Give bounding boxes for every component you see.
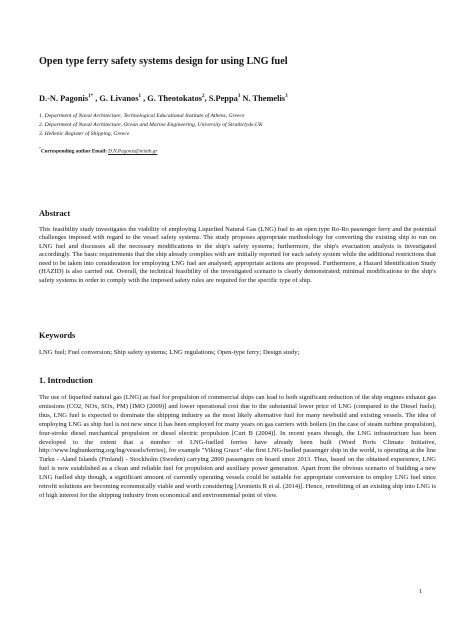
author-name: G. Theotokatos <box>147 94 203 103</box>
introduction-text: The use of liquefied natural gas (LNG) as fuel for propulsion of commercial ships can lead to both significant reduction of the ship engines exhaust gas emissions (CO2, NOx, SOx, PM) [IMO (2009)] and lower operational cost due to the substantial lower price of LNG (compared to the Diesel fuels); thus, LNG fuel is expected to dominate the shipping industry as the most likely alternative fuel for many newbuild and existing vessels. The idea of employing LNG as ship fuel is not new since it has been employed for many years on gas carriers with boilers (in the case of steam turbine propulsion), four-stroke diesel mechanical propulsion or diesel electric propulsion [Curt B (2004)]. In recent years though, the LNG infrastructure has been developed to the extent that a number of LNG-fuelled ferries have already been built (Word Ports Climate Initiative, http://www.lngbunkering.org/lng/vessels/ferries), for example "Viking Grace" -the first LNG-fuelled passenger ship in the world, is operating at the line Turku - Aland Islands (Finland) - Stockholm (Sweden) carrying 2800 passengers on board since 2013. Thus, based on the obtained experience, LNG fuel is now established as a clean and reliable fuel for propulsion and auxiliary power generation. Apart from the obvious scenario of building a new LNG fuelled ship though, a significant amount of currently operating vessels could be suitable for appropriate conversion to employ LNG fuel since retrofit solutions are becoming economically viable and worth considering [Aronietis R et al. (2014)]. Hence, retrofitting of an existing ship into LNG is of high interest for the shipping industry from economical and environmental point of view. <box>39 394 436 499</box>
introduction-heading: 1. Introduction <box>39 376 93 385</box>
page-number: 1 <box>419 588 423 595</box>
author-affiliation-mark: 2 <box>202 94 205 100</box>
abstract-text: This feasibility study investigates the viability of employing Liquefied Natural Gas (LNG) fuel to an open type Ro-Ro passenger ferry and the potential challenges imposed with regard to the vessel safety systems. The study proposes appropriate methodology for converting the existing ship to run on LNG fuel and discusses all the necessary modifications to the ship's safety systems; furthermore, the ship's evacuation analysis is investigated accordingly. The basic requirements that the ship already complies with are initially reported for each safety system while the additional restrictions that need to be taken into consideration for employing LNG fuel are analysed; appropriate actions are proposed. Furthermore, a Hazard Identification Study (HAZID) is also carried out. Overall, the technical feasibility of the investigated scenario is clearly demonstrated; minimal modifications to the ship's safety systems in order to comply with the imposed safety rules are required for the specific type of ship. <box>39 226 436 284</box>
author-affiliation-mark: 3 <box>237 94 241 100</box>
corresponding-label: Corresponding author Email: <box>41 148 107 155</box>
author-name: D.-N. Pagonis <box>39 94 89 103</box>
author-affiliation-mark: 1 <box>138 94 141 100</box>
corresponding-author: *Corresponding author Email: D.N.Pagonis@teiath.gr <box>39 146 158 155</box>
affiliation-3: 3. Hellenic Register of Shipping, Greece <box>39 131 130 137</box>
author-name: G. Livanos <box>99 94 139 103</box>
affiliation-2: 2. Department of Naval Architecture, Ocean and Marine Engineering, University of Strathclyde,UK <box>39 122 263 128</box>
author-separator: , <box>140 94 148 103</box>
author-affiliation-mark: 1* <box>88 94 94 100</box>
abstract-heading: Abstract <box>39 209 71 218</box>
author-name: S.Peppa <box>208 94 238 103</box>
author-affiliation-mark: 3 <box>285 94 288 100</box>
author-name: N. Themelis <box>242 94 286 103</box>
paper-title: Open type ferry safety systems design for using LNG fuel <box>39 56 288 67</box>
corresponding-email-link[interactable]: D.N.Pagonis@teiath.gr <box>108 148 158 155</box>
author-list <box>39 94 288 103</box>
affiliation-1: 1. Department of Naval Architecture, Technological Educational Institute of Athens, Greece <box>39 113 245 119</box>
keywords-text: LNG fuel; Fuel conversion; Ship safety systems; LNG regulations; Open-type ferry; Design study; <box>39 349 300 356</box>
author-separator: , <box>93 94 100 103</box>
author-separator: , <box>204 94 209 103</box>
keywords-heading: Keywords <box>39 331 76 340</box>
